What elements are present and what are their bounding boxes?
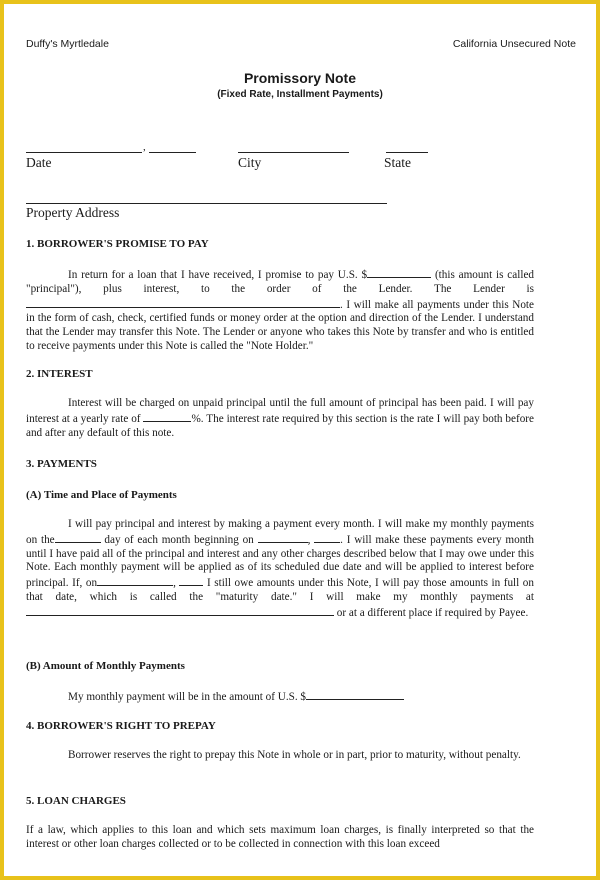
s3a-text-2: day of each month beginning on — [100, 533, 258, 546]
section-3b-paragraph — [26, 689, 534, 705]
section-3a-paragraph: I will pay principal and interest by making a payment every month. I will make my monthly payments on the day of each month beginning on , . I will make these payments every month until I have paid all of the principal and interest and any other charges described below that I may owe under this Note. Each monthly payment will be applied as of its scheduled due date and will be applied to interest before principal. If, on , I still owe amounts under this Note, I will pay those amounts in full on that date, which is called the "maturity date." I will make my monthly payments at or at a different place if required by Payee. — [26, 518, 535, 619]
monthly-payment-blank[interactable] — [306, 689, 404, 700]
interest-rate-blank[interactable] — [143, 411, 191, 422]
s3b-text: My monthly payment will be in the amount of U.S. $ — [68, 691, 307, 703]
section-2-paragraph — [26, 397, 534, 440]
beginning-date-blank[interactable] — [258, 532, 308, 543]
s5-text: If a law, which applies to this loan and which sets maximum loan charges, is finally interpreted so that the interest or other loan charges collected or to be collected in connection with this loan exceed — [26, 824, 534, 850]
s1-text-b: (this amount is called "principal"), plus interest, to the order of the Lender. The Lender is — [26, 269, 534, 295]
lender-name-blank[interactable] — [26, 297, 340, 308]
s3a-text-3: . I will make these payments every month until I have paid all of the principal and interest and any other charges described below that I may owe under this Note. Each monthly payment will be applied as of its scheduled due date and will be applied to interest before principal. If, on — [26, 533, 535, 590]
date-comma: , — [143, 141, 146, 153]
section-2-heading: 2. INTEREST — [26, 368, 93, 380]
date-year-blank[interactable] — [149, 152, 196, 153]
section-1-paragraph — [26, 267, 534, 354]
state-label: State — [384, 155, 411, 170]
date-label: Date — [26, 155, 52, 170]
header-company: Duffy's Myrtledale — [26, 38, 109, 50]
city-blank[interactable] — [238, 152, 349, 153]
section-5-paragraph — [26, 824, 534, 852]
city-label: City — [238, 155, 262, 170]
s4-text: Borrower reserves the right to prepay this Note in whole or in part, prior to maturity, without penalty. — [68, 749, 521, 761]
section-3-heading: 3. PAYMENTS — [26, 458, 97, 470]
s3a-text-1: I will pay principal and interest by making a payment every month. I will make my monthly payments on the — [26, 518, 534, 546]
maturity-date-blank[interactable] — [97, 575, 173, 586]
maturity-year-blank[interactable] — [179, 575, 203, 586]
payment-place-blank[interactable] — [26, 605, 334, 616]
section-4-heading: 4. BORROWER'S RIGHT TO PREPAY — [26, 720, 216, 732]
s2-text-a: Interest will be charged on unpaid principal until the full amount of principal has been paid. I will pay interest at a yearly rate of — [26, 397, 534, 425]
section-4-paragraph — [26, 749, 534, 763]
date-blank[interactable] — [26, 152, 142, 153]
section-3b-heading: (B) Amount of Monthly Payments — [26, 660, 185, 672]
s3a-text-5: or at a different place if required by Payee. — [334, 606, 529, 619]
state-blank[interactable] — [386, 152, 428, 153]
section-1-heading: 1. BORROWER'S PROMISE TO PAY — [26, 238, 209, 250]
s2-text-b: %. The interest rate required by this section is the rate I will pay both before and after any default of this note. — [26, 412, 534, 439]
section-5-heading: 5. LOAN CHARGES — [26, 795, 126, 807]
header-note-type: California Unsecured Note — [452, 38, 576, 50]
s3a-text-4: I still owe amounts under this Note, I will pay those amounts in full on that date, which is called the "maturity date." I will make my monthly payments at — [26, 577, 534, 603]
document-page — [4, 4, 596, 876]
s1-text-c: . I will make all payments under this Note in the form of cash, check, certified funds or money order at the option and direction of the Lender. I understand that the Lender may transfer this Note. The Lender or anyone who takes this Note by transfer and who is entitled to receive payments under this Note is called the "Note Holder." — [26, 298, 534, 352]
s1-text-a: In return for a loan that I have received, I promise to pay U.S. $ — [68, 269, 368, 281]
property-address-blank[interactable] — [26, 203, 387, 204]
document-title: Promissory Note — [243, 70, 357, 86]
principal-amount-blank[interactable] — [367, 267, 431, 278]
payment-day-blank[interactable] — [55, 532, 101, 543]
beginning-year-blank[interactable] — [314, 532, 340, 543]
property-address-label: Property Address — [26, 205, 120, 220]
section-3a-heading: (A) Time and Place of Payments — [26, 489, 177, 501]
document-subtitle: (Fixed Rate, Installment Payments) — [217, 89, 383, 100]
